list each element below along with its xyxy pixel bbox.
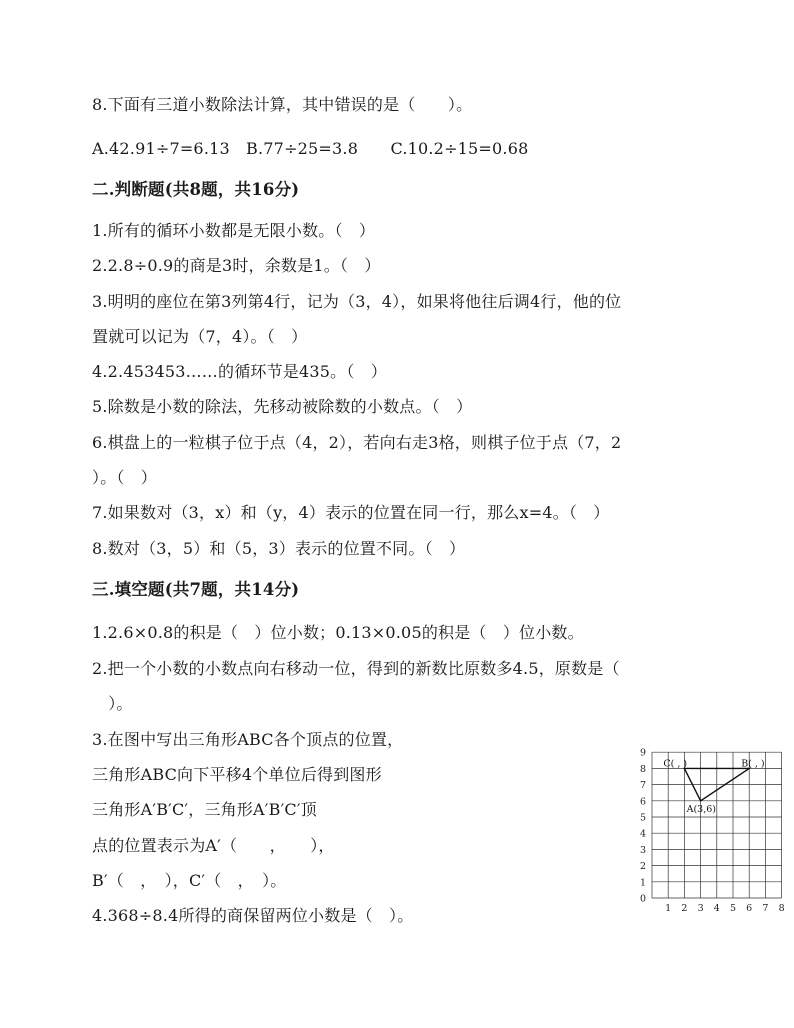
question-line: 2.把一个小数的小数点向右移动一位，得到的新数比原数多4.5，原数是（ (92, 659, 620, 678)
x-tick-label: 8 (778, 903, 785, 914)
y-tick-label: 2 (639, 861, 646, 873)
question-line: 4.2.453453……的循环节是435。（ ） (92, 362, 387, 381)
x-tick-label: 6 (746, 903, 753, 914)
question-line: 三角形ABC向下平移4个单位后得到图形 (92, 765, 382, 784)
question-line: 1.2.6×0.8的积是（ ）位小数；0.13×0.05的积是（ ）位小数。 (92, 623, 584, 642)
x-tick-label: 7 (762, 903, 769, 914)
question-line: 置就可以记为（7，4）。（ ） (92, 327, 308, 346)
x-tick-label: 2 (681, 903, 688, 914)
question-line: B′（ ， ），C′（ ， ）。 (92, 871, 287, 890)
question-line: 7.如果数对（3，x）和（y，4）表示的位置在同一行，那么x=4。（ ） (92, 503, 610, 522)
coordinate-grid-figure (630, 738, 794, 916)
y-tick-label: 9 (639, 747, 646, 759)
y-tick-label: 6 (639, 796, 646, 808)
vertex-label-a: A(3,6) (686, 803, 716, 815)
y-tick-label: 8 (639, 763, 646, 775)
question-line: 8.数对（3，5）和（5，3）表示的位置不同。（ ） (92, 539, 466, 558)
question-line: 8.下面有三道小数除法计算，其中错误的是（ ）。 (92, 95, 473, 114)
question-line: 4.368÷8.4所得的商保留两位小数是（ ）。 (92, 906, 414, 925)
section-heading: 二.判断题(共8题，共16分) (92, 180, 300, 199)
y-tick-label: 5 (639, 812, 646, 824)
y-tick-label: 1 (639, 877, 646, 889)
y-tick-label: 7 (639, 780, 646, 792)
vertex-label-b: B( , ) (741, 758, 765, 770)
x-tick-label: 4 (713, 903, 720, 914)
x-tick-label: 3 (697, 903, 704, 914)
question-line: 点的位置表示为A′（ ， ）， (92, 836, 335, 855)
question-line: 三角形A′B′C′，三角形A′B′C′顶 (92, 800, 317, 819)
y-tick-label: 3 (639, 844, 646, 856)
section-heading: 三.填空题(共7题，共14分) (92, 580, 300, 599)
y-tick-label: 4 (639, 828, 646, 840)
question-line: 3.在图中写出三角形ABC各个顶点的位置， (92, 730, 404, 749)
question-line: 5.除数是小数的除法，先移动被除数的小数点。（ ） (92, 397, 473, 416)
x-tick-label: 5 (729, 903, 737, 914)
question-line: 6.棋盘上的一粒棋子位于点（4，2），若向右走3格，则棋子位于点（7，2 (92, 433, 622, 452)
question-line: 3.明明的座位在第3列第4行，记为（3，4），如果将他往后调4行，他的位 (92, 292, 622, 311)
question-line: 2.2.8÷0.9的商是3时，余数是1。（ ） (92, 256, 381, 275)
y-tick-label: 0 (639, 893, 646, 905)
question-line: ）。（ ） (92, 468, 158, 487)
question-line: ）。 (92, 694, 133, 713)
question-line: 1.所有的循环小数都是无限小数。（ ） (92, 221, 376, 240)
vertex-label-c: C( , ) (663, 758, 688, 770)
question-line: A.42.91÷7=6.13 B.77÷25=3.8 C.10.2÷15=0.68 (92, 139, 529, 158)
x-tick-label: 1 (665, 903, 672, 914)
